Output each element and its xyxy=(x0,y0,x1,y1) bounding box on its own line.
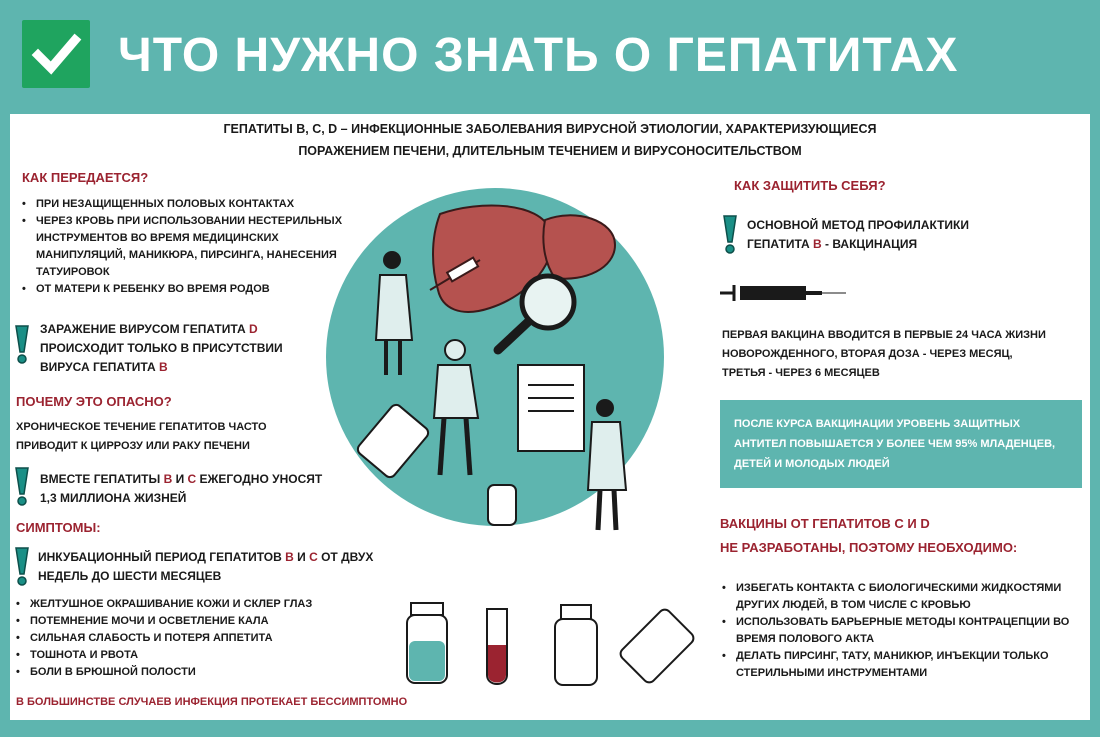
note-text: НЕДЕЛЬ ДО ШЕСТИ МЕСЯЦЕВ xyxy=(38,569,222,583)
efficacy-line: ДЕТЕЙ И МОЛОДЫХ ЛЮДЕЙ xyxy=(734,458,890,470)
intro-line: ПОРАЖЕНИЕМ ПЕЧЕНИ, ДЛИТЕЛЬНЫМ ТЕЧЕНИЕМ И ВИРУСОНОСИТЕЛЬСТВОМ xyxy=(298,144,802,158)
no-vaccine-line: ВАКЦИНЫ ОТ ГЕПАТИТОВ С И D xyxy=(720,516,930,531)
danger-title: ПОЧЕМУ ЭТО ОПАСНО? xyxy=(16,394,172,409)
intro-line: ГЕПАТИТЫ В, С, D – ИНФЕКЦИОННЫЕ ЗАБОЛЕВАНИЯ ВИРУСНОЙ ЭТИОЛОГИИ, ХАРАКТЕРИЗУЮЩИЕСЯ xyxy=(223,122,877,136)
pill-bottle-icon xyxy=(488,485,516,525)
schedule-line: ПЕРВАЯ ВАКЦИНА ВВОДИТСЯ В ПЕРВЫЕ 24 ЧАСА ЖИЗНИ xyxy=(722,329,1046,341)
schedule-line: ТРЕТЬЯ - ЧЕРЕЗ 6 МЕСЯЦЕВ xyxy=(722,367,880,379)
note-text: ПРОИСХОДИТ ТОЛЬКО В ПРИСУТСТВИИ xyxy=(40,341,283,355)
pill-bottle-icon xyxy=(555,605,597,685)
note-text: ВИРУСА ГЕПАТИТА xyxy=(40,360,159,374)
note-text: ЗАРАЖЕНИЕ ВИРУСОМ ГЕПАТИТА xyxy=(40,322,249,336)
list-item: • ЖЕЛТУШНОЕ ОКРАШИВАНИЕ КОЖИ И СКЛЕР ГЛАЗ xyxy=(14,596,344,613)
pill-blister-icon xyxy=(618,607,696,685)
list-item: • ДЕЛАТЬ ПИРСИНГ, ТАТУ, МАНИКЮР, ИНЪЕКЦИИ ТОЛЬКО СТЕРИЛЬНЫМИ ИНСТРУМЕНТАМИ xyxy=(720,648,1070,682)
note-text: И xyxy=(172,472,188,486)
pill-bottle-icon xyxy=(407,603,447,683)
note-deaths xyxy=(40,470,322,508)
bottom-illustrations xyxy=(395,595,725,695)
note-vaccination xyxy=(747,216,969,254)
patient-icon xyxy=(434,340,478,475)
list-item: • ЧЕРЕЗ КРОВЬ ПРИ ИСПОЛЬЗОВАНИИ НЕСТЕРИЛЬНЫХ ИНСТРУМЕНТОВ ВО ВРЕМЯ МЕДИЦИНСКИХ МАНИПУЛЯЦИЙ, МАНИКЮРА, ПИРСИНГА, НАНЕСЕНИЯ ТАТУИРОВОК xyxy=(20,213,350,281)
transmission-list xyxy=(20,196,350,298)
efficacy-text xyxy=(734,414,1074,474)
exclamation-icon xyxy=(14,546,30,586)
danger-line: ПРИВОДИТ К ЦИРРОЗУ ИЛИ РАКУ ПЕЧЕНИ xyxy=(16,440,250,452)
note-incubation xyxy=(38,548,373,586)
exclamation-icon xyxy=(722,214,738,254)
syringe-icon xyxy=(718,282,848,304)
note-text: - ВАКЦИНАЦИЯ xyxy=(821,237,918,251)
intro-text xyxy=(150,118,950,162)
list-item: • ПРИ НЕЗАЩИЩЕННЫХ ПОЛОВЫХ КОНТАКТАХ xyxy=(20,196,350,213)
list-item: • ИЗБЕГАТЬ КОНТАКТА С БИОЛОГИЧЕСКИМИ ЖИДКОСТЯМИ ДРУГИХ ЛЮДЕЙ, В ТОМ ЧИСЛЕ С КРОВЬЮ xyxy=(720,580,1070,614)
efficacy-line: ПОСЛЕ КУРСА ВАКЦИНАЦИИ УРОВЕНЬ ЗАЩИТНЫХ xyxy=(734,418,1021,430)
page-title: ЧТО НУЖНО ЗНАТЬ О ГЕПАТИТАХ xyxy=(118,29,959,82)
central-illustration xyxy=(330,190,660,550)
test-tube-icon xyxy=(487,609,507,684)
exclamation-icon xyxy=(14,324,30,364)
note-text: И xyxy=(293,550,310,564)
clipboard-icon xyxy=(518,365,584,451)
efficacy-line: АНТИТЕЛ ПОВЫШАЕТСЯ У БОЛЕЕ ЧЕМ 95% МЛАДЕНЦЕВ, xyxy=(734,438,1056,450)
no-vaccine-line: НЕ РАЗРАБОТАНЫ, ПОЭТОМУ НЕОБХОДИМО: xyxy=(720,540,1018,555)
letter-d: D xyxy=(248,322,258,336)
letter-b: В xyxy=(163,472,173,486)
symptoms-list xyxy=(14,596,344,681)
nurse-icon xyxy=(588,399,626,530)
note-text: ВМЕСТЕ ГЕПАТИТЫ xyxy=(40,472,164,486)
note-text: ОСНОВНОЙ МЕТОД ПРОФИЛАКТИКИ xyxy=(747,218,969,232)
danger-line: ХРОНИЧЕСКОЕ ТЕЧЕНИЕ ГЕПАТИТОВ ЧАСТО xyxy=(16,421,267,433)
note-hepatitis-d xyxy=(40,320,283,377)
letter-b: B xyxy=(159,360,168,374)
list-item: • ПОТЕМНЕНИЕ МОЧИ И ОСВЕТЛЕНИЕ КАЛА xyxy=(14,613,344,630)
letter-b: В xyxy=(285,550,294,564)
prevention-list xyxy=(720,580,1070,682)
no-vaccine-title xyxy=(720,512,1017,560)
danger-text xyxy=(16,418,267,456)
note-text: 1,3 МИЛЛИОНА ЖИЗНЕЙ xyxy=(40,491,187,505)
doctor-icon xyxy=(376,251,412,375)
list-item: • СИЛЬНАЯ СЛАБОСТЬ И ПОТЕРЯ АППЕТИТА xyxy=(14,630,344,647)
letter-c: С xyxy=(309,550,318,564)
list-item: • ИСПОЛЬЗОВАТЬ БАРЬЕРНЫЕ МЕТОДЫ КОНТРАЦЕПЦИИ ВО ВРЕМЯ ПОЛОВОГО АКТА xyxy=(720,614,1070,648)
symptoms-title: СИМПТОМЫ: xyxy=(16,520,101,535)
letter-c: С xyxy=(187,472,197,486)
vaccine-schedule xyxy=(722,326,1082,383)
note-text: ГЕПАТИТА xyxy=(747,237,814,251)
exclamation-icon xyxy=(14,466,30,506)
letter-b: В xyxy=(813,237,822,251)
list-item: • БОЛИ В БРЮШНОЙ ПОЛОСТИ xyxy=(14,664,344,681)
schedule-line: НОВОРОЖДЕННОГО, ВТОРАЯ ДОЗА - ЧЕРЕЗ МЕСЯЦ, xyxy=(722,348,1013,360)
header xyxy=(0,0,1100,110)
note-text: ИНКУБАЦИОННЫЙ ПЕРИОД ГЕПАТИТОВ xyxy=(38,550,286,564)
note-text: ОТ ДВУХ xyxy=(317,550,374,564)
note-text: ЕЖЕГОДНО УНОСЯТ xyxy=(196,472,323,486)
list-item: • ОТ МАТЕРИ К РЕБЕНКУ ВО ВРЕМЯ РОДОВ xyxy=(20,281,350,298)
check-icon xyxy=(22,20,90,88)
transmission-title: КАК ПЕРЕДАЕТСЯ? xyxy=(22,170,149,185)
pill-blister-icon xyxy=(355,402,430,479)
protect-title: КАК ЗАЩИТИТЬ СЕБЯ? xyxy=(734,178,886,193)
list-item: • ТОШНОТА И РВОТА xyxy=(14,647,344,664)
asymptomatic-note: В БОЛЬШИНСТВЕ СЛУЧАЕВ ИНФЕКЦИЯ ПРОТЕКАЕТ БЕССИМПТОМНО xyxy=(16,696,408,708)
